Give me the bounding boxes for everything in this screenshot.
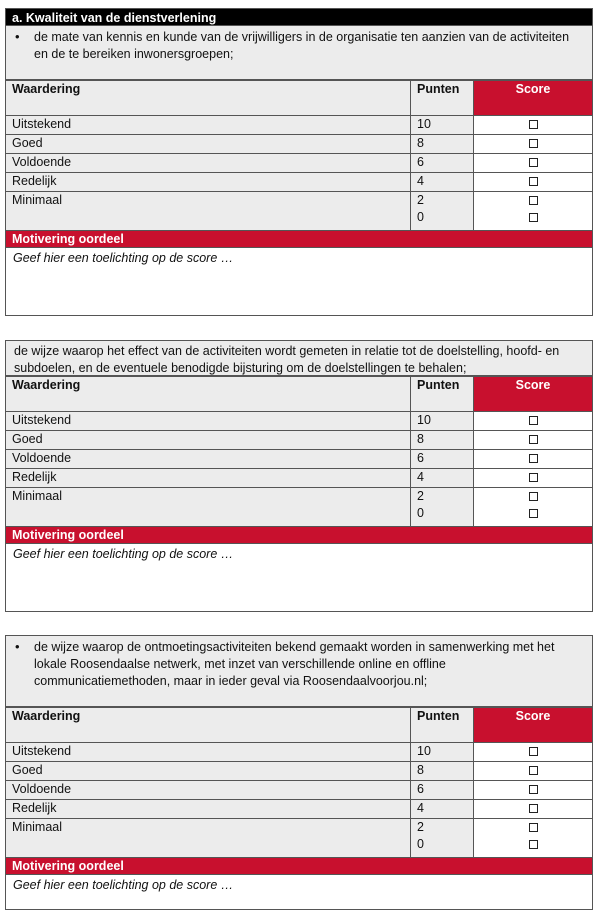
rating-row [6,192,593,231]
rating-row [6,154,593,173]
rating-points: 4 [411,800,474,819]
section-title: a. Kwaliteit van de dienstverlening [5,8,593,26]
rating-label: Voldoende [6,450,411,469]
rating-label: Redelijk [6,800,411,819]
rating-label: Goed [6,762,411,781]
rating-row [6,762,593,781]
explanation-field[interactable]: Geef hier een toelichting op de score … [5,248,593,316]
score-checkbox[interactable] [529,196,538,205]
criterion-text: • de wijze waarop de ontmoetingsactiviteiten bekend gemaakt worden in samenwerking met het lokale Roosendaalse netwerk, met inzet van verschillende online en offline communicatiemethoden, maar in ieder geval via Roosendaalvoorjou.nl; [5,635,593,707]
header-score: Score [474,708,593,743]
criterion-block-1 [5,8,593,316]
rating-label: Uitstekend [6,412,411,431]
rating-points: 2 [417,489,424,503]
header-waardering: Waardering [6,377,411,412]
rating-row [6,450,593,469]
rating-points: 10 [411,412,474,431]
score-checkbox[interactable] [529,785,538,794]
motivering-label: Motivering oordeel [5,858,593,875]
score-checkbox[interactable] [529,766,538,775]
header-punten: Punten [411,81,474,116]
rating-label: Voldoende [6,781,411,800]
rating-row [6,488,593,527]
rating-label: Minimaal [6,192,411,231]
score-checkbox[interactable] [529,177,538,186]
rating-points: 8 [411,431,474,450]
rating-points: 6 [411,450,474,469]
rating-table [5,376,593,527]
criterion-block-3 [5,635,593,910]
header-waardering: Waardering [6,81,411,116]
rating-points-alt: 0 [417,506,424,520]
rating-points: 6 [411,154,474,173]
header-punten: Punten [411,708,474,743]
score-checkbox[interactable] [529,492,538,501]
rating-label: Redelijk [6,173,411,192]
explanation-field[interactable]: Geef hier een toelichting op de score … [5,544,593,612]
rating-row [6,469,593,488]
rating-row [6,135,593,154]
rating-label: Minimaal [6,488,411,527]
score-checkbox[interactable] [529,823,538,832]
rating-label: Minimaal [6,819,411,858]
rating-row [6,800,593,819]
rating-points: 4 [411,469,474,488]
rating-label: Uitstekend [6,116,411,135]
score-checkbox[interactable] [529,158,538,167]
score-checkbox[interactable] [529,139,538,148]
score-checkbox[interactable] [529,747,538,756]
explanation-field[interactable]: Geef hier een toelichting op de score … [5,875,593,910]
score-checkbox[interactable] [529,435,538,444]
rating-points: 6 [411,781,474,800]
score-checkbox[interactable] [529,213,538,222]
rating-points: 8 [411,762,474,781]
rating-row [6,743,593,762]
motivering-label: Motivering oordeel [5,231,593,248]
header-score: Score [474,81,593,116]
score-checkbox[interactable] [529,804,538,813]
score-checkbox[interactable] [529,416,538,425]
score-checkbox[interactable] [529,473,538,482]
rating-points: 2 [417,193,424,207]
rating-row [6,412,593,431]
criterion-text: • de mate van kennis en kunde van de vrijwilligers in de organisatie ten aanzien van de activiteiten en de te bereiken inwonersgroepen; [5,26,593,80]
criterion-block-2 [5,340,593,612]
rating-label: Goed [6,135,411,154]
rating-row [6,431,593,450]
rating-row [6,819,593,858]
rating-label: Uitstekend [6,743,411,762]
header-waardering: Waardering [6,708,411,743]
rating-label: Redelijk [6,469,411,488]
score-checkbox[interactable] [529,454,538,463]
rating-label: Voldoende [6,154,411,173]
rating-points: 8 [411,135,474,154]
rating-points: 4 [411,173,474,192]
rating-points: 10 [411,116,474,135]
score-checkbox[interactable] [529,840,538,849]
rating-points: 2 [417,820,424,834]
criterion-text: de wijze waarop het effect van de activiteiten wordt gemeten in relatie tot de doelstelling, hoofd- en subdoelen, en de eventuele benodigde bijsturing om de doelstellingen te behalen; [5,340,593,376]
motivering-label: Motivering oordeel [5,527,593,544]
rating-points: 10 [411,743,474,762]
header-punten: Punten [411,377,474,412]
rating-label: Goed [6,431,411,450]
rating-table [5,707,593,858]
rating-table [5,80,593,231]
rating-row [6,116,593,135]
score-checkbox[interactable] [529,509,538,518]
rating-points-alt: 0 [417,837,424,851]
rating-row [6,173,593,192]
rating-row [6,781,593,800]
header-score: Score [474,377,593,412]
score-checkbox[interactable] [529,120,538,129]
rating-points-alt: 0 [417,210,424,224]
